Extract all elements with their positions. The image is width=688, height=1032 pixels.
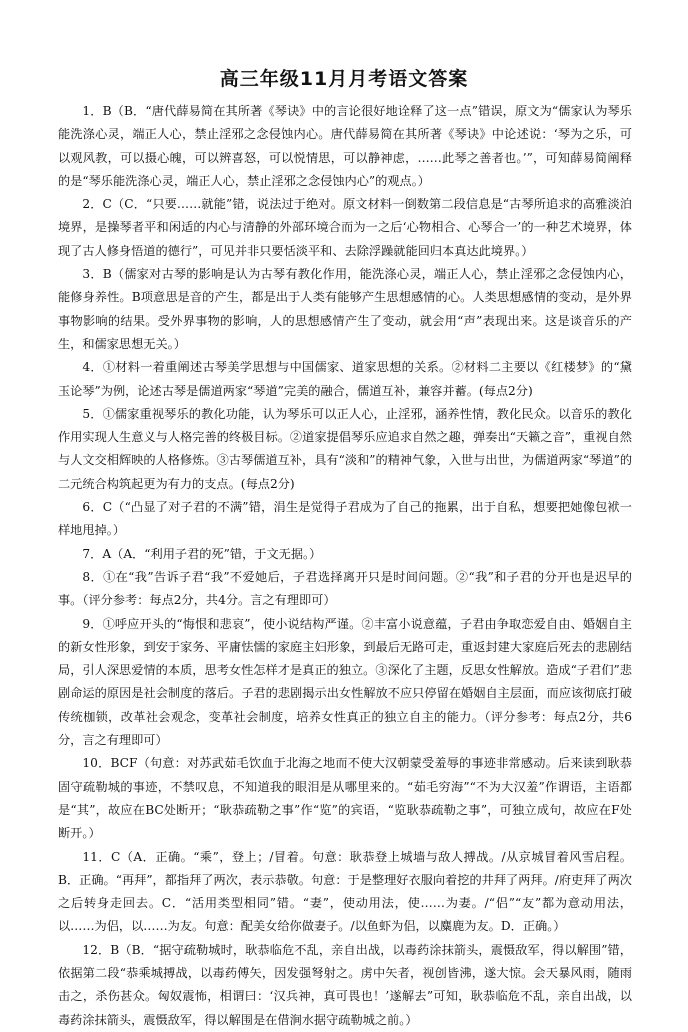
answer-item-5: 5．①儒家重视琴乐的教化功能，认为琴乐可以正人心，止淫邪，涵养性情，教化民众。以音乐的教化作用实现人生意义与人格完善的终极目标。②道家提倡琴乐应追求自然之趣，弹奏出“天籁之音”，重视自然与人文交相辉映的人格修炼。③古琴儒道互补，具有“淡和”的精神气象，入世与出世，为儒道两家“琴道”的二元统合构筑起更为有力的支点。(每点2分) xyxy=(58,406,632,491)
answer-item-1: 1．B（B．“唐代薛易简在其所著《琴诀》中的言论很好地诠释了这一点”错误，原文为“儒家认为琴乐能洗涤心灵，端正人心，禁止淫邪之念侵蚀内心。唐代薛易简在其所著《琴诀》中论述说：‘琴为之乐，可以观风教，可以摄心魄，可以辨喜怒，可以悦情思，可以静神虑，……此琴之善者也。’”，可知薛易简阐释的是“琴乐能洗涤心灵，端正人心，禁止淫邪之念侵蚀内心”的观点。） xyxy=(58,104,632,188)
answer-item-8: 8．①在“我”告诉子君“我”不爱她后，子君选择离开只是时间问题。②“我”和子君的分开也是迟早的事。（评分参考：每点2分，共4分。言之有理即可） xyxy=(58,569,632,608)
answer-list xyxy=(58,100,632,1032)
answer-item-3: 3．B（儒家对古琴的影响是认为古琴有教化作用，能洗涤心灵，端正人心，禁止淫邪之念侵蚀内心，能修身养性。B项意思是音的产生，都是出于人类有能够产生思想感情的心。人类思想感情的变动，是外界事物影响的结果。受外界事物的影响，人的思想感情产生了变动，就会用“声”表现出来。这是谈音乐的产生，和儒家思想无关。） xyxy=(58,267,632,351)
answer-item-7: 7．A（A．“利用子君的死”错，于文无据。） xyxy=(82,546,322,561)
answer-item-4: 4．①材料一着重阐述古琴美学思想与中国儒家、道家思想的关系。②材料二主要以《红楼梦》的“黛玉论琴”为例，论述古琴是儒道两家“琴道”完美的融合，儒道互补，兼容并蓄。(每点2分) xyxy=(58,360,632,398)
answer-item-10: 10．BCF（句意：对苏武茹毛饮血于北海之地而不使大汉朝蒙受羞辱的事迹非常感动。后来读到耿恭固守疏勒城的事迹，不禁叹息，不知道我的眼泪是从哪里来的。“茹毛穷海”“不为大汉羞”作谓语，主语都是“其”，故应在BC处断开；“耿恭疏勒之事”作“览”的宾语，“览耿恭疏勒之事”，可独立成句，故应在F处断开。） xyxy=(58,756,632,841)
answer-item-11: 11．C（A．正确。“乘”，登上；/冒着。句意：耿恭登上城墙与敌人搏战。/从京城冒着风雪启程。B．正确。“再拜”，都指拜了两次，表示恭敬。句意：于是整理好衣服向着挖的井拜了两拜。/府吏拜了两次之后转身走回去。C．“活用类型相同”错。“妻”，使动用法，使……为妻。/“侣”“友”都为意动用法，以……为侣，以……为友。句意：配美女给你做妻子。/以鱼虾为侣，以麋鹿为友。D．正确。） xyxy=(58,849,632,934)
answer-item-12: 12．B（B．“据守疏勒城时，耿恭临危不乱，亲自出战，以毒药涂抹箭头，震慑敌军，得以解围”错，依据第二段“恭乘城搏战，以毒药傅矢，因发强弩射之。虏中矢者，视创皆沸，遂大惊。会天暴风雨，随雨击之，杀伤甚众。匈奴震怖，相谓曰：‘汉兵神，真可畏也！’遂解去”可知，耿恭临危不乱，亲自出战，以毒药涂抹箭头，震慑敌军，得以解围是在借涧水据守疏勒城之前。） xyxy=(58,942,632,1027)
answer-item-6: 6．C（“凸显了对子君的不满”错，涓生是觉得子君成为了自己的拖累，出于自私，想要把她像包袱一样地甩掉。） xyxy=(58,500,632,538)
document-title: 高三年级11月月考语文答案 xyxy=(219,68,469,90)
answer-item-2: 2．C（C．“只要……就能”错，说法过于绝对。原文材料一倒数第二段信息是“古琴所追求的高雅淡泊境界，是操琴者平和闲适的内心与清静的外部环境合而为一之后‘心物相合、心琴合一’的一种艺术境界，体现了古人修身悟道的德行”，可见并非只要恬淡平和、去除浮躁就能回归本真达此境界。） xyxy=(58,197,632,258)
answer-item-9: 9．①呼应开头的“悔恨和悲哀”，使小说结构严谨。②丰富小说意蕴，子君由争取恋爱自由、婚姻自主的新女性形象，到安于家务、平庸怯懦的家庭主妇形象，到最后无路可走，重返封建大家庭后死去的悲剧结局，引人深思爱情的本质，思考女性怎样才是真正的独立。③深化了主题，反思女性解放。造成“子君们”悲剧命运的原因是社会制度的落后。子君的悲剧揭示出女性解放不应只停留在婚姻自主层面，而应该彻底打破传统枷锁，改革社会观念，变革社会制度，培养女性真正的独立自主的能力。（评分参考：每点2分，共6分，言之有理即可） xyxy=(58,616,632,748)
